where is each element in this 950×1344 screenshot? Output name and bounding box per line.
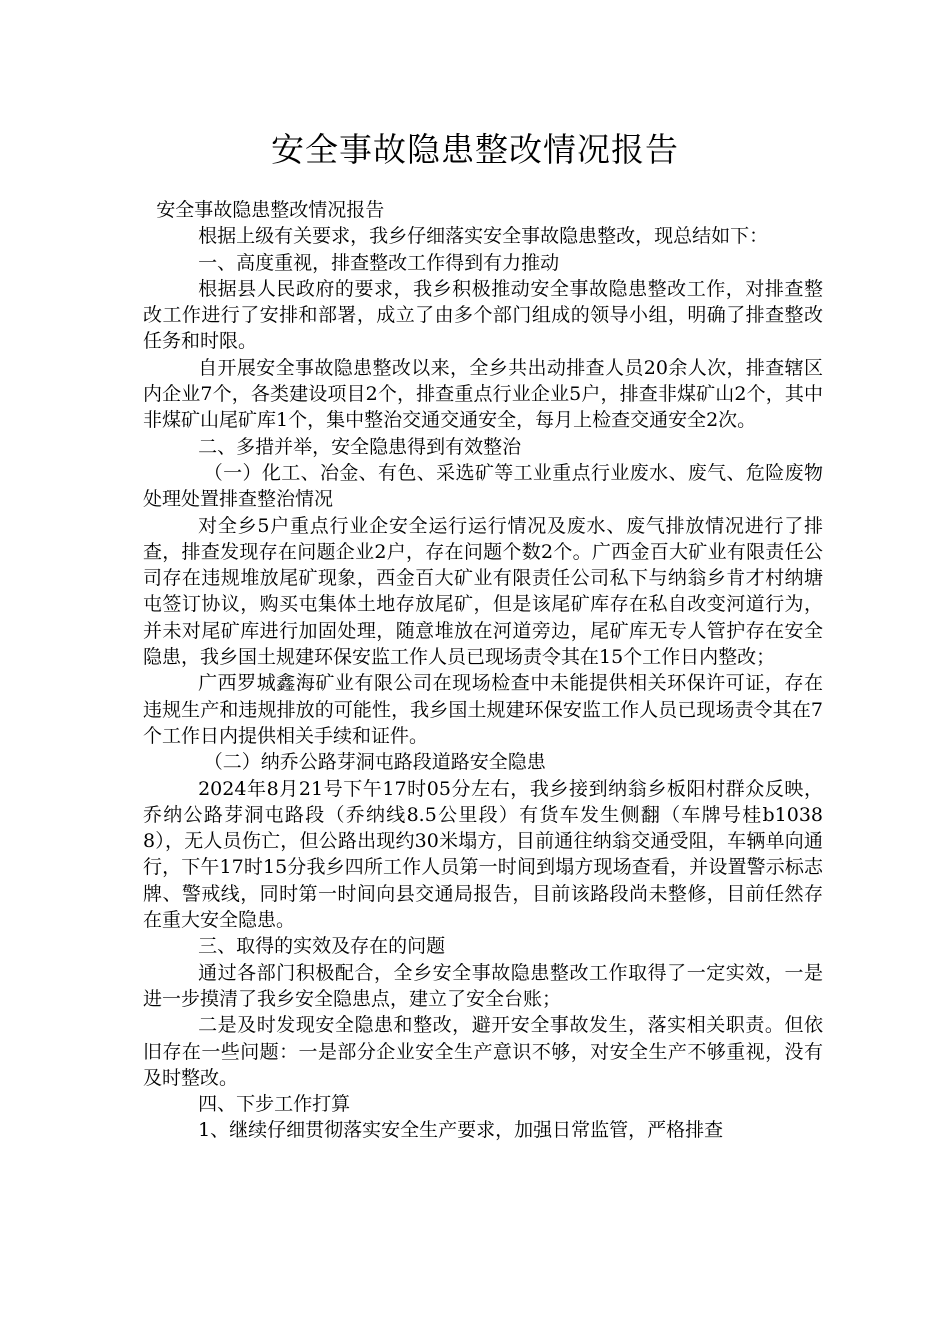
paragraph: 二是及时发现安全隐患和整改，避开安全事故发生，落实相关职责。但依旧存在一些问题：一是部分企业安全生产意识不够，对安全生产不够重视，没有及时整改。 <box>143 1014 823 1089</box>
paragraph: 1、继续仔细贯彻落实安全生产要求，加强日常监管，严格排查 <box>198 1119 724 1142</box>
paragraph-subtitle: 安全事故隐患整改情况报告 <box>156 199 385 221</box>
subsection-heading-2: （二）纳乔公路芽洞屯路段道路安全隐患 <box>203 751 546 774</box>
paragraph-intro: 根据上级有关要求，我乡仔细落实安全事故隐患整改，现总结如下： <box>198 225 769 248</box>
paragraph: 对全乡5户重点行业企安全运行运行情况及废水、废气排放情况进行了排查，排查发现存在问题企业2户，存在问题个数2个。广西金百大矿业有限责任公司存在违规堆放尾矿现象，西金百大矿业有限责任公司私下与纳翁乡肯才村纳塘屯签订协议，购买屯集体土地存放尾矿，但是该尾矿库存在私自改变河道行为，并未对尾矿库进行加固处理，随意堆放在河道旁边，尾矿库无专人管护存在安全隐患，我乡国土规建环保安监工作人员已现场责令其在15个工作日内整改； <box>143 514 823 669</box>
paragraph: 自开展安全事故隐患整改以来，全乡共出动排查人员20余人次，排查辖区内企业7个，各类建设项目2个，排查重点行业企业5户，排查非煤矿山2个，其中非煤矿山尾矿库1个，集中整治交通交通安全，每月上检查交通安全2次。 <box>143 356 823 432</box>
section-heading-2: 二、多措并举，安全隐患得到有效整治 <box>198 435 522 458</box>
paragraph: 根据县人民政府的要求，我乡积极推动安全事故隐患整改工作，对排查整改工作进行了安排和部署，成立了由多个部门组成的领导小组，明确了排查整改任务和时限。 <box>143 277 823 353</box>
paragraph: 广西罗城鑫海矿业有限公司在现场检查中未能提供相关环保许可证，存在违规生产和违规排放的可能性，我乡国土规建环保安监工作人员已现场责令其在7个工作日内提供相关手续和证件。 <box>143 672 823 747</box>
section-heading-3: 三、取得的实效及存在的问题 <box>198 935 446 958</box>
paragraph: 通过各部门积极配合，全乡安全事故隐患整改工作取得了一定实效，一是进一步摸清了我乡安全隐患点，建立了安全台账； <box>143 961 823 1010</box>
section-heading-4: 四、下步工作打算 <box>198 1093 351 1116</box>
subsection-heading-1: （一）化工、冶金、有色、采选矿等工业重点行业废水、废气、危险废物处理处置排查整治情况 <box>143 461 823 511</box>
document-body <box>143 197 823 1144</box>
paragraph: 2024年8月21号下午17时05分左右，我乡接到纳翁乡板阳村群众反映，乔纳公路芽洞屯路段（乔纳线8.5公里段）有货车发生侧翻（车牌号桂b10388），无人员伤亡，但公路出现约30米塌方，目前通往纳翁交通受阻，车辆单向通行，下午17时15分我乡四所工作人员第一时间到塌方现场查看，并设置警示标志牌、警戒线，同时第一时间向县交通局报告，目前该路段尚未整修，目前任然存在重大安全隐患。 <box>143 777 823 932</box>
section-heading-1: 一、高度重视，排查整改工作得到有力推动 <box>198 251 560 274</box>
document-title: 安全事故隐患整改情况报告 <box>271 130 679 169</box>
